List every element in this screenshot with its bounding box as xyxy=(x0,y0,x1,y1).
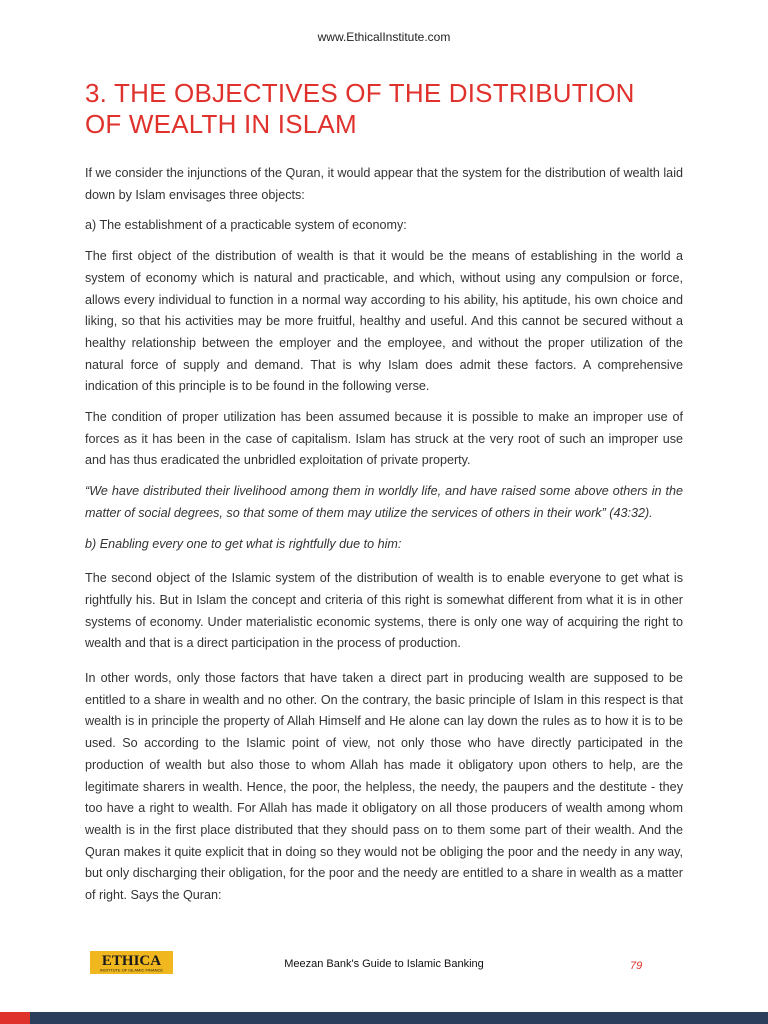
footer-bar xyxy=(0,1012,768,1024)
paragraph-b2: In other words, only those factors that have taken a direct part in producing wealth are supposed to be entitled to a share in wealth and no other. On the contrary, the basic principle of Islam in this respect is that wealth is in principle the property of Allah Himself and He alone can lay down the rules as to how it is to be used. So according to the Islamic point of view, not only those who have directly participated in the production of wealth but also those to whom Allah has made it obligatory upon others to help, are the legitimate sharers in wealth. Hence, the poor, the helpless, the needy, the paupers and the destitute - they too have a right to wealth. For Allah has made it obligatory on all those producers of wealth among whom wealth is in the first place distributed that they should pass on to them some part of their wealth. And the Quran makes it quite explicit that in doing so they would not be obliging the poor and the needy in any way, but only discharging their obligation, for the poor and the needy are entitled to a share in wealth as a matter of right. Says the Quran: xyxy=(85,671,683,903)
list-item-b: b) Enabling every one to get what is rightfully due to him: xyxy=(85,536,402,551)
paragraph-a2: The condition of proper utilization has been assumed because it is possible to make an improper use of forces as it has been in the case of capitalism. Islam has struck at the very root of such an improper use and has thus eradicated the unbridled exploitation of private property. xyxy=(85,410,683,468)
quran-quote: “We have distributed their livelihood among them in worldly life, and have raised some above others in the matter of social degrees, so that some of them may utilize the services of others in their work” (43:32). xyxy=(85,484,683,520)
paragraph-a1: The first object of the distribution of wealth is that it would be the means of establishing in the world a system of economy which is natural and practicable, and which, without using any compulsion or force, allows every individual to function in a normal way according to his ability, his aptitude, his own choice and liking, so that his activities may be more fruitful, healthy and useful. And this cannot be secured without a healthy relationship between the employer and the employee, and without the proper utilization of the natural force of supply and demand. That is why Islam does admit these factors. A comprehensive indication of this principle is to be found in the following verse. xyxy=(85,249,683,394)
logo-subtext: INSTITUTE OF ISLAMIC FINANCE xyxy=(99,967,164,973)
title-line-1: 3. THE OBJECTIVES OF THE DISTRIBUTION xyxy=(85,78,635,108)
footer-book-title: Meezan Bank's Guide to Islamic Banking xyxy=(284,958,484,970)
logo-wordmark: ETHICA xyxy=(101,953,162,969)
page-number: 79 xyxy=(630,960,643,972)
footer-bar-accent xyxy=(0,1012,30,1024)
paragraph-b1: The second object of the Islamic system of the distribution of wealth is to enable everyone to get what is rightfully his. But in Islam the concept and criteria of this right is somewhat different from what it is in other systems of economy. Under materialistic economic systems, there is only one way of acquiring the right to wealth and that is a direct participation in the process of production. xyxy=(85,571,683,651)
article-body xyxy=(85,163,683,916)
intro-paragraph: If we consider the injunctions of the Quran, it would appear that the system for the distribution of wealth laid down by Islam envisages three objects: xyxy=(85,166,683,202)
page-title xyxy=(85,78,695,140)
list-item-a: a) The establishment of a practicable system of economy: xyxy=(85,218,407,233)
site-url: www.EthicalInstitute.com xyxy=(317,30,451,44)
title-line-2: OF WEALTH IN ISLAM xyxy=(85,109,357,139)
